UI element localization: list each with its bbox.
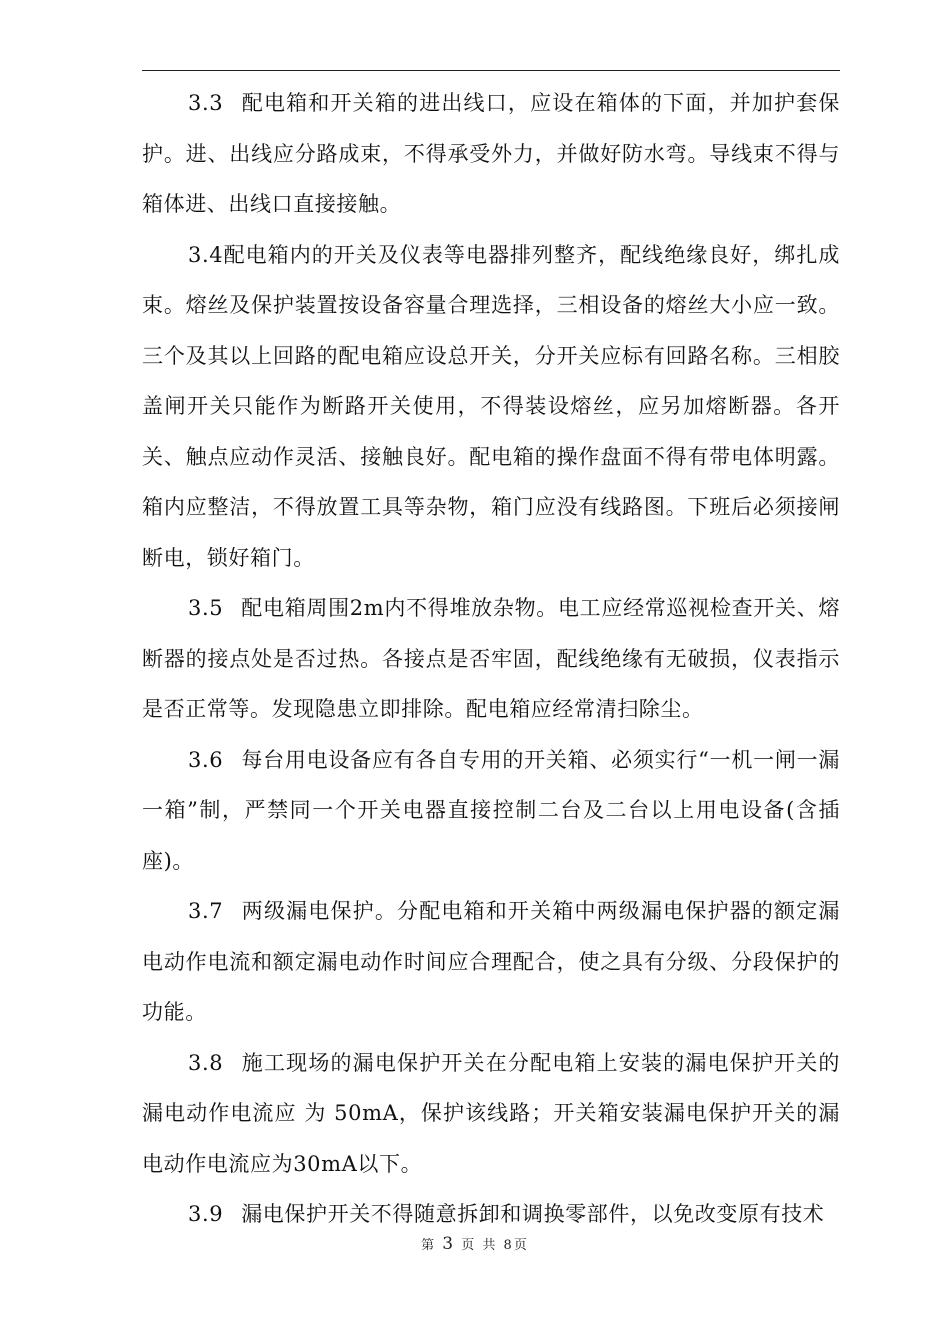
footer-prefix: 第 [421,1238,437,1253]
clause-number: 3.6 [188,747,224,772]
paragraph-3-4 [142,230,840,584]
footer-middle: 页 共 [461,1238,498,1253]
paragraph-3-3 [142,78,840,230]
clause-number: 3.3 [188,91,224,115]
header-rule [142,70,840,71]
clause-text: 配电箱内的开关及仪表等电器排列整齐，配线绝缘良好，绑扎成束。熔丝及保护装置按设备容量合理选择，三相设备的熔丝大小应一致。三个及其以上回路的配电箱应设总开关，分开关应标有回路名称。三相胶盖闸开关只能作为断路开关使用，不得装设熔丝，应另加熔断器。各开关、触点应动作灵活、接触良好。配电箱的操作盘面不得有带电体明露。箱内应整洁，不得放置工具等杂物，箱门应没有线路图。下班后必须接闸断电，锁好箱门。 [142,242,840,570]
clause-number: 3.8 [188,1050,224,1075]
clause-text: 漏电保护开关不得随意拆卸和调换零部件，以免改变原有技术 [241,1202,825,1226]
clause-number: 3.9 [188,1202,224,1226]
page-footer [0,1234,950,1254]
paragraph-3-7 [142,886,840,1038]
current-page-number: 3 [442,1234,456,1254]
clause-number: 3.5 [188,596,224,620]
clause-number: 3.7 [188,899,224,923]
document-body [142,78,840,1240]
clause-text: 两级漏电保护。分配电箱和开关箱中两级漏电保护器的额定漏电动作电流和额定漏电动作时间应合理配合，使之具有分级、分段保护的功能。 [142,899,840,1024]
clause-text: 配电箱和开关箱的进出线口，应设在箱体的下面，并加护套保护。进、出线应分路成束，不得承受外力，并做好防水弯。导线束不得与箱体进、出线口直接接触。 [142,91,840,216]
clause-number: 3.4 [188,242,224,267]
clause-text: 配电箱周围2m内不得堆放杂物。电工应经常巡视检查开关、熔断器的接点处是否过热。各接点是否牢固，配线绝缘有无破损，仪表指示是否正常等。发现隐患立即排除。配电箱应经常清扫除尘。 [142,596,840,721]
clause-text: 施工现场的漏电保护开关在分配电箱上安装的漏电保护开关的漏电动作电流应 为 50mA，保护该线路；开关箱安装漏电保护开关的漏电动作电流应为30mA以下。 [142,1050,840,1176]
footer-suffix: 页 [513,1238,529,1253]
paragraph-3-9 [142,1189,840,1240]
paragraph-3-6 [142,735,840,887]
clause-text: 每台用电设备应有各自专用的开关箱、必须实行“一机一闸一漏一箱”制，严禁同一个开关电器直接控制二台及二台以上用电设备(含插座)。 [142,747,840,873]
paragraph-3-5 [142,583,840,735]
paragraph-3-8 [142,1038,840,1190]
total-page-number: 8 [503,1238,514,1253]
